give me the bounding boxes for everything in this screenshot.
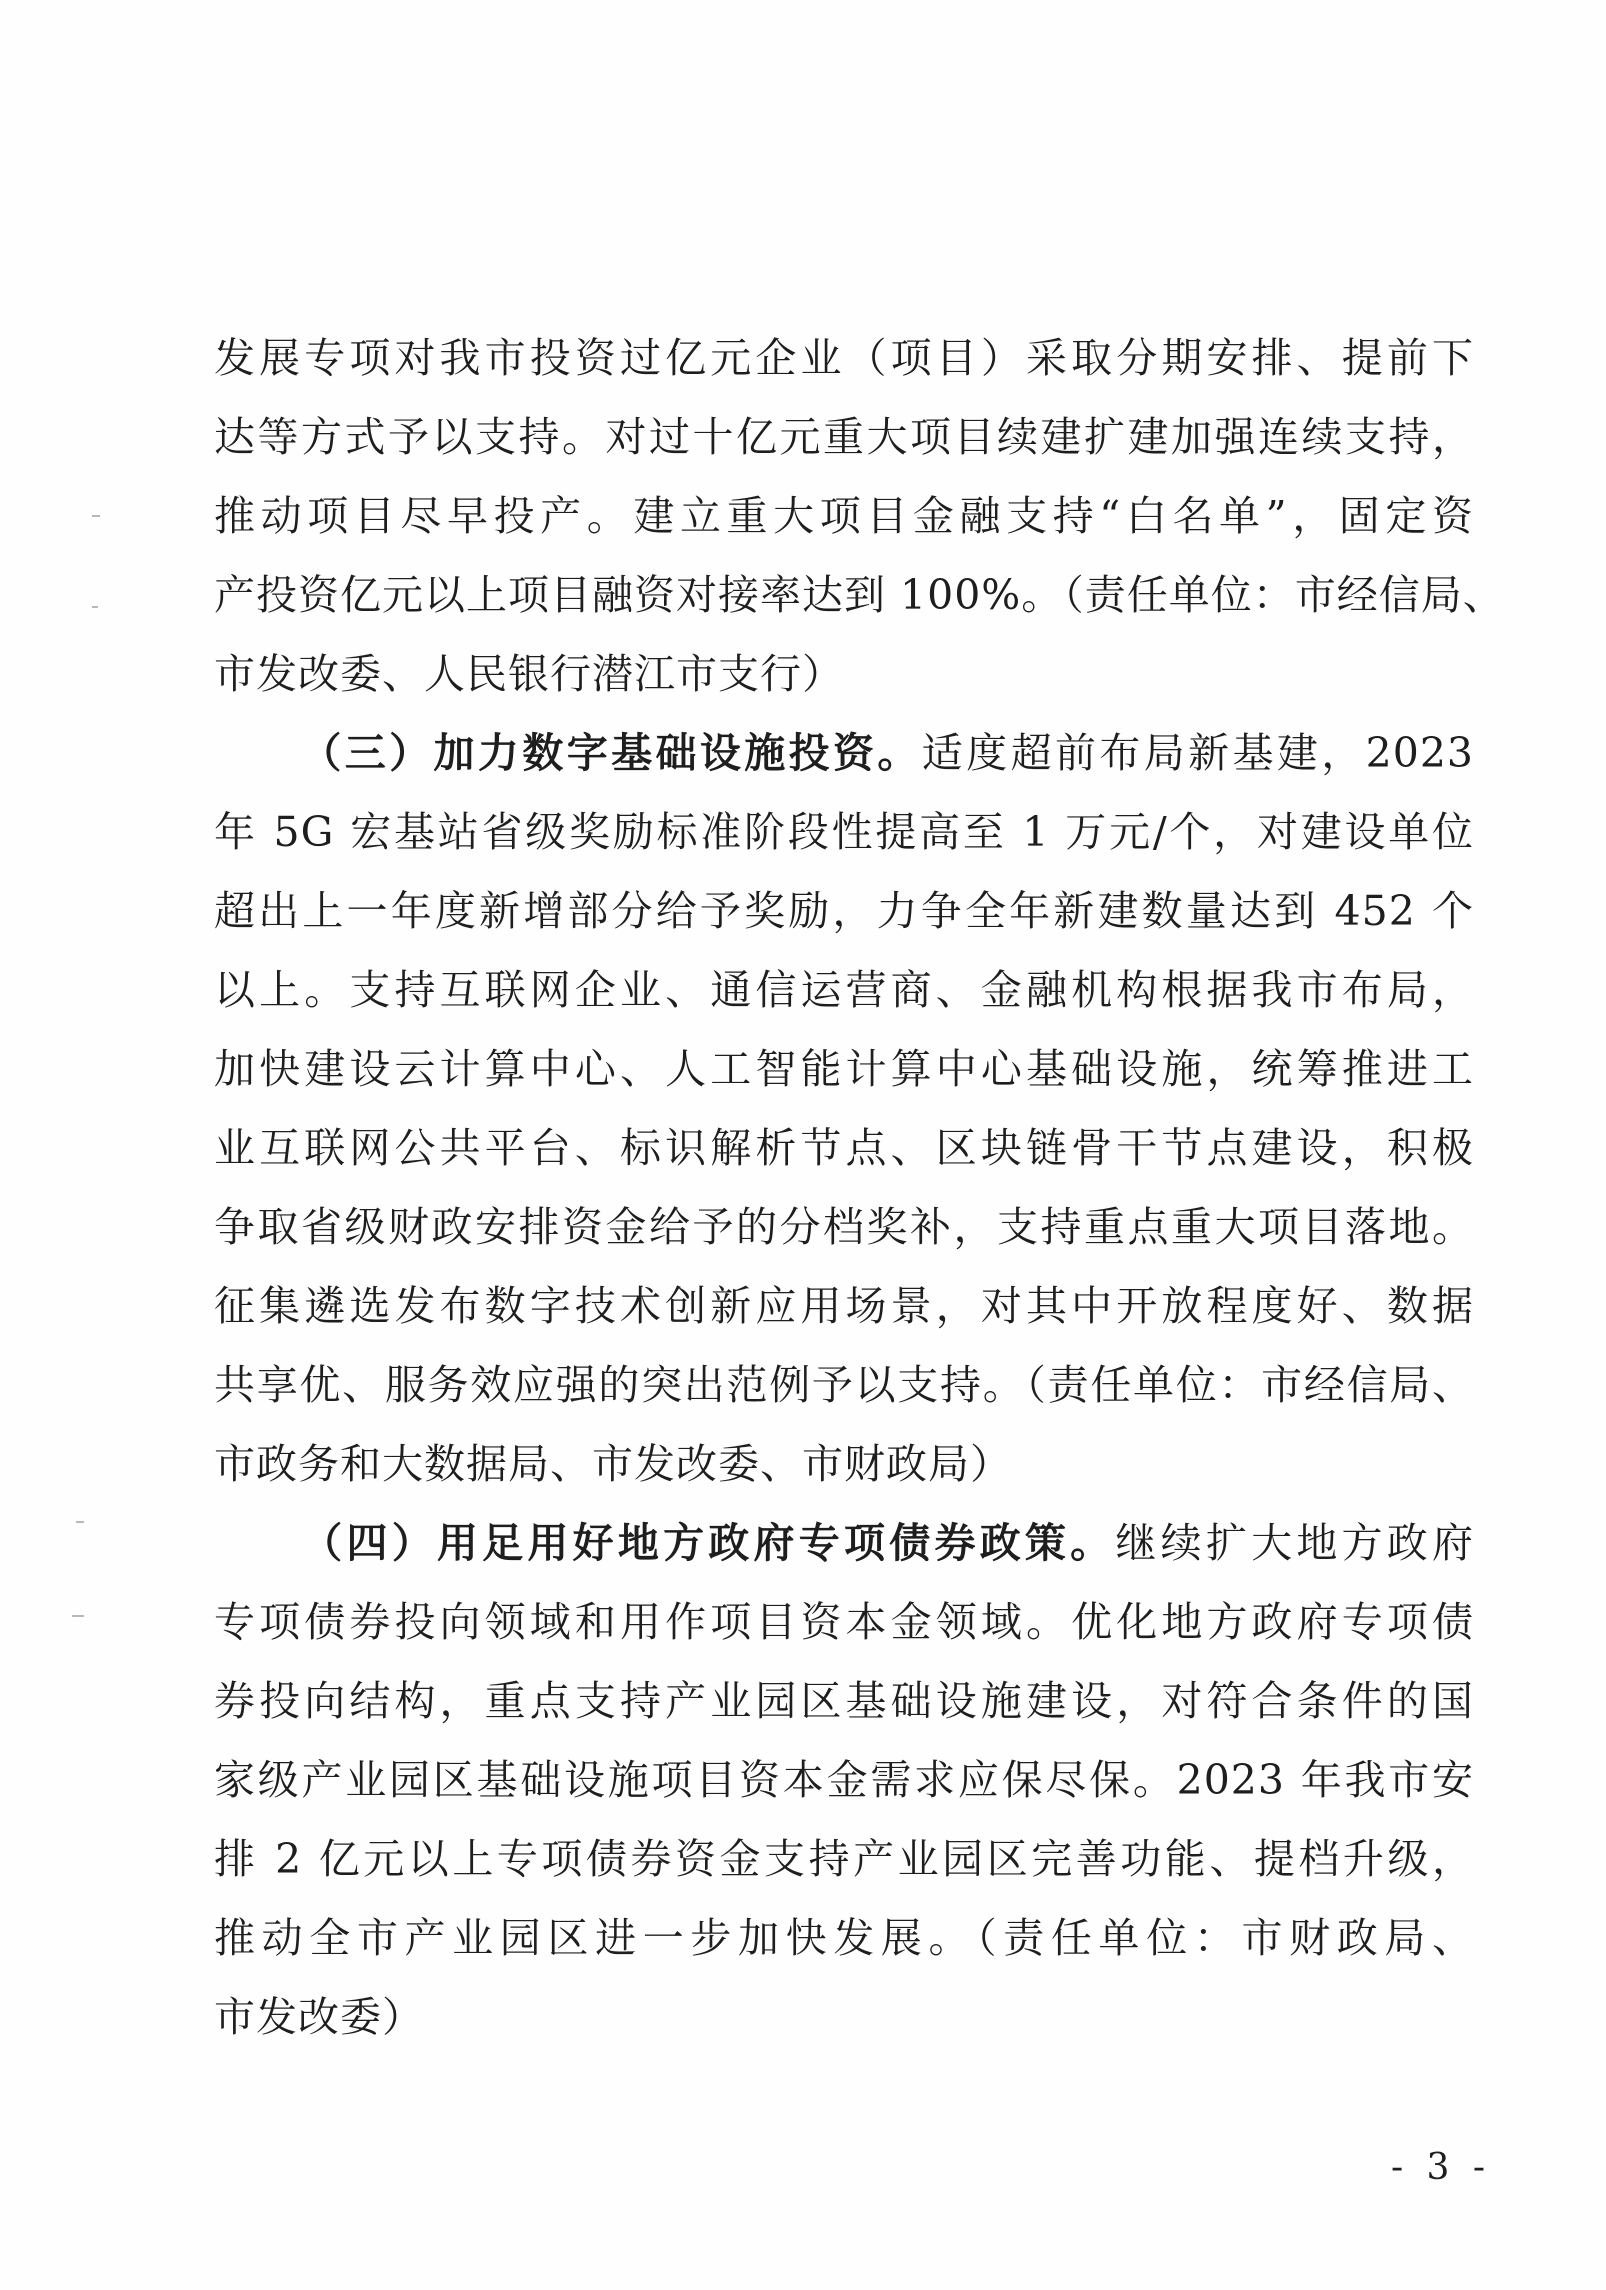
body-line: 年 5G 宏基站省级奖励标准阶段性提高至 1 万元/个，对建设单位 — [214, 808, 1474, 856]
body-line: 推动项目尽早投产。建立重大项目金融支持“白名单”，固定资 — [214, 492, 1474, 540]
section-four-first-line-text: 继续扩大地方政府 — [1115, 1519, 1475, 1567]
body-line: 加快建设云计算中心、人工智能计算中心基础设施，统筹推进工 — [214, 1045, 1474, 1093]
body-line: 市政务和大数据局、市发改委、市财政局） — [214, 1440, 1012, 1488]
section-four-heading: （四）用足用好地方政府专项债券政策。 — [298, 1519, 1116, 1567]
scan-mark — [76, 1521, 84, 1523]
section-three-first-line — [214, 721, 1474, 785]
body-line: 产投资亿元以上项目融资对接率达到 100%。（责任单位：市经信局、 — [214, 571, 1505, 619]
body-line: 排 2 亿元以上专项债券资金支持产业园区完善功能、提档升级， — [214, 1835, 1474, 1883]
body-line: 发展专项对我市投资过亿元企业（项目）采取分期安排、提前下 — [214, 334, 1474, 382]
section-three-heading: （三）加力数字基础设施投资。 — [298, 729, 922, 777]
scan-mark — [92, 515, 100, 517]
body-line: 推动全市产业园区进一步加快发展。（责任单位：市财政局、 — [214, 1914, 1474, 1962]
scan-mark — [72, 1615, 84, 1617]
body-line: 共享优、服务效应强的突出范例予以支持。（责任单位：市经信局、 — [214, 1361, 1474, 1409]
body-line: 争取省级财政安排资金给予的分档奖补，支持重点重大项目落地。 — [214, 1203, 1474, 1251]
body-line: 市发改委、人民银行潜江市支行） — [214, 650, 844, 698]
body-line: 征集遴选发布数字技术创新应用场景，对其中开放程度好、数据 — [214, 1282, 1474, 1330]
body-line: 家级产业园区基础设施项目资本金需求应保尽保。2023 年我市安 — [214, 1756, 1474, 1804]
body-line: 专项债券投向领域和用作项目资本金领域。优化地方政府专项债 — [214, 1598, 1474, 1646]
section-three-first-line-text: 适度超前布局新基建，2023 — [921, 729, 1475, 777]
scan-mark — [92, 606, 98, 608]
body-line: 以上。支持互联网企业、通信运营商、金融机构根据我市布局， — [214, 966, 1474, 1014]
body-line: 业互联网公共平台、标识解析节点、区块链骨干节点建设，积极 — [214, 1124, 1474, 1172]
page-number: - 3 - — [1390, 2147, 1492, 2188]
body-line: 市发改委） — [214, 1993, 424, 2041]
body-line: 超出上一年度新增部分给予奖励，力争全年新建数量达到 452 个 — [214, 887, 1474, 935]
body-line: 达等方式予以支持。对过十亿元重大项目续建扩建加强连续支持， — [214, 413, 1474, 461]
body-line: 券投向结构，重点支持产业园区基础设施建设，对符合条件的国 — [214, 1677, 1474, 1725]
section-four-first-line — [214, 1511, 1474, 1575]
